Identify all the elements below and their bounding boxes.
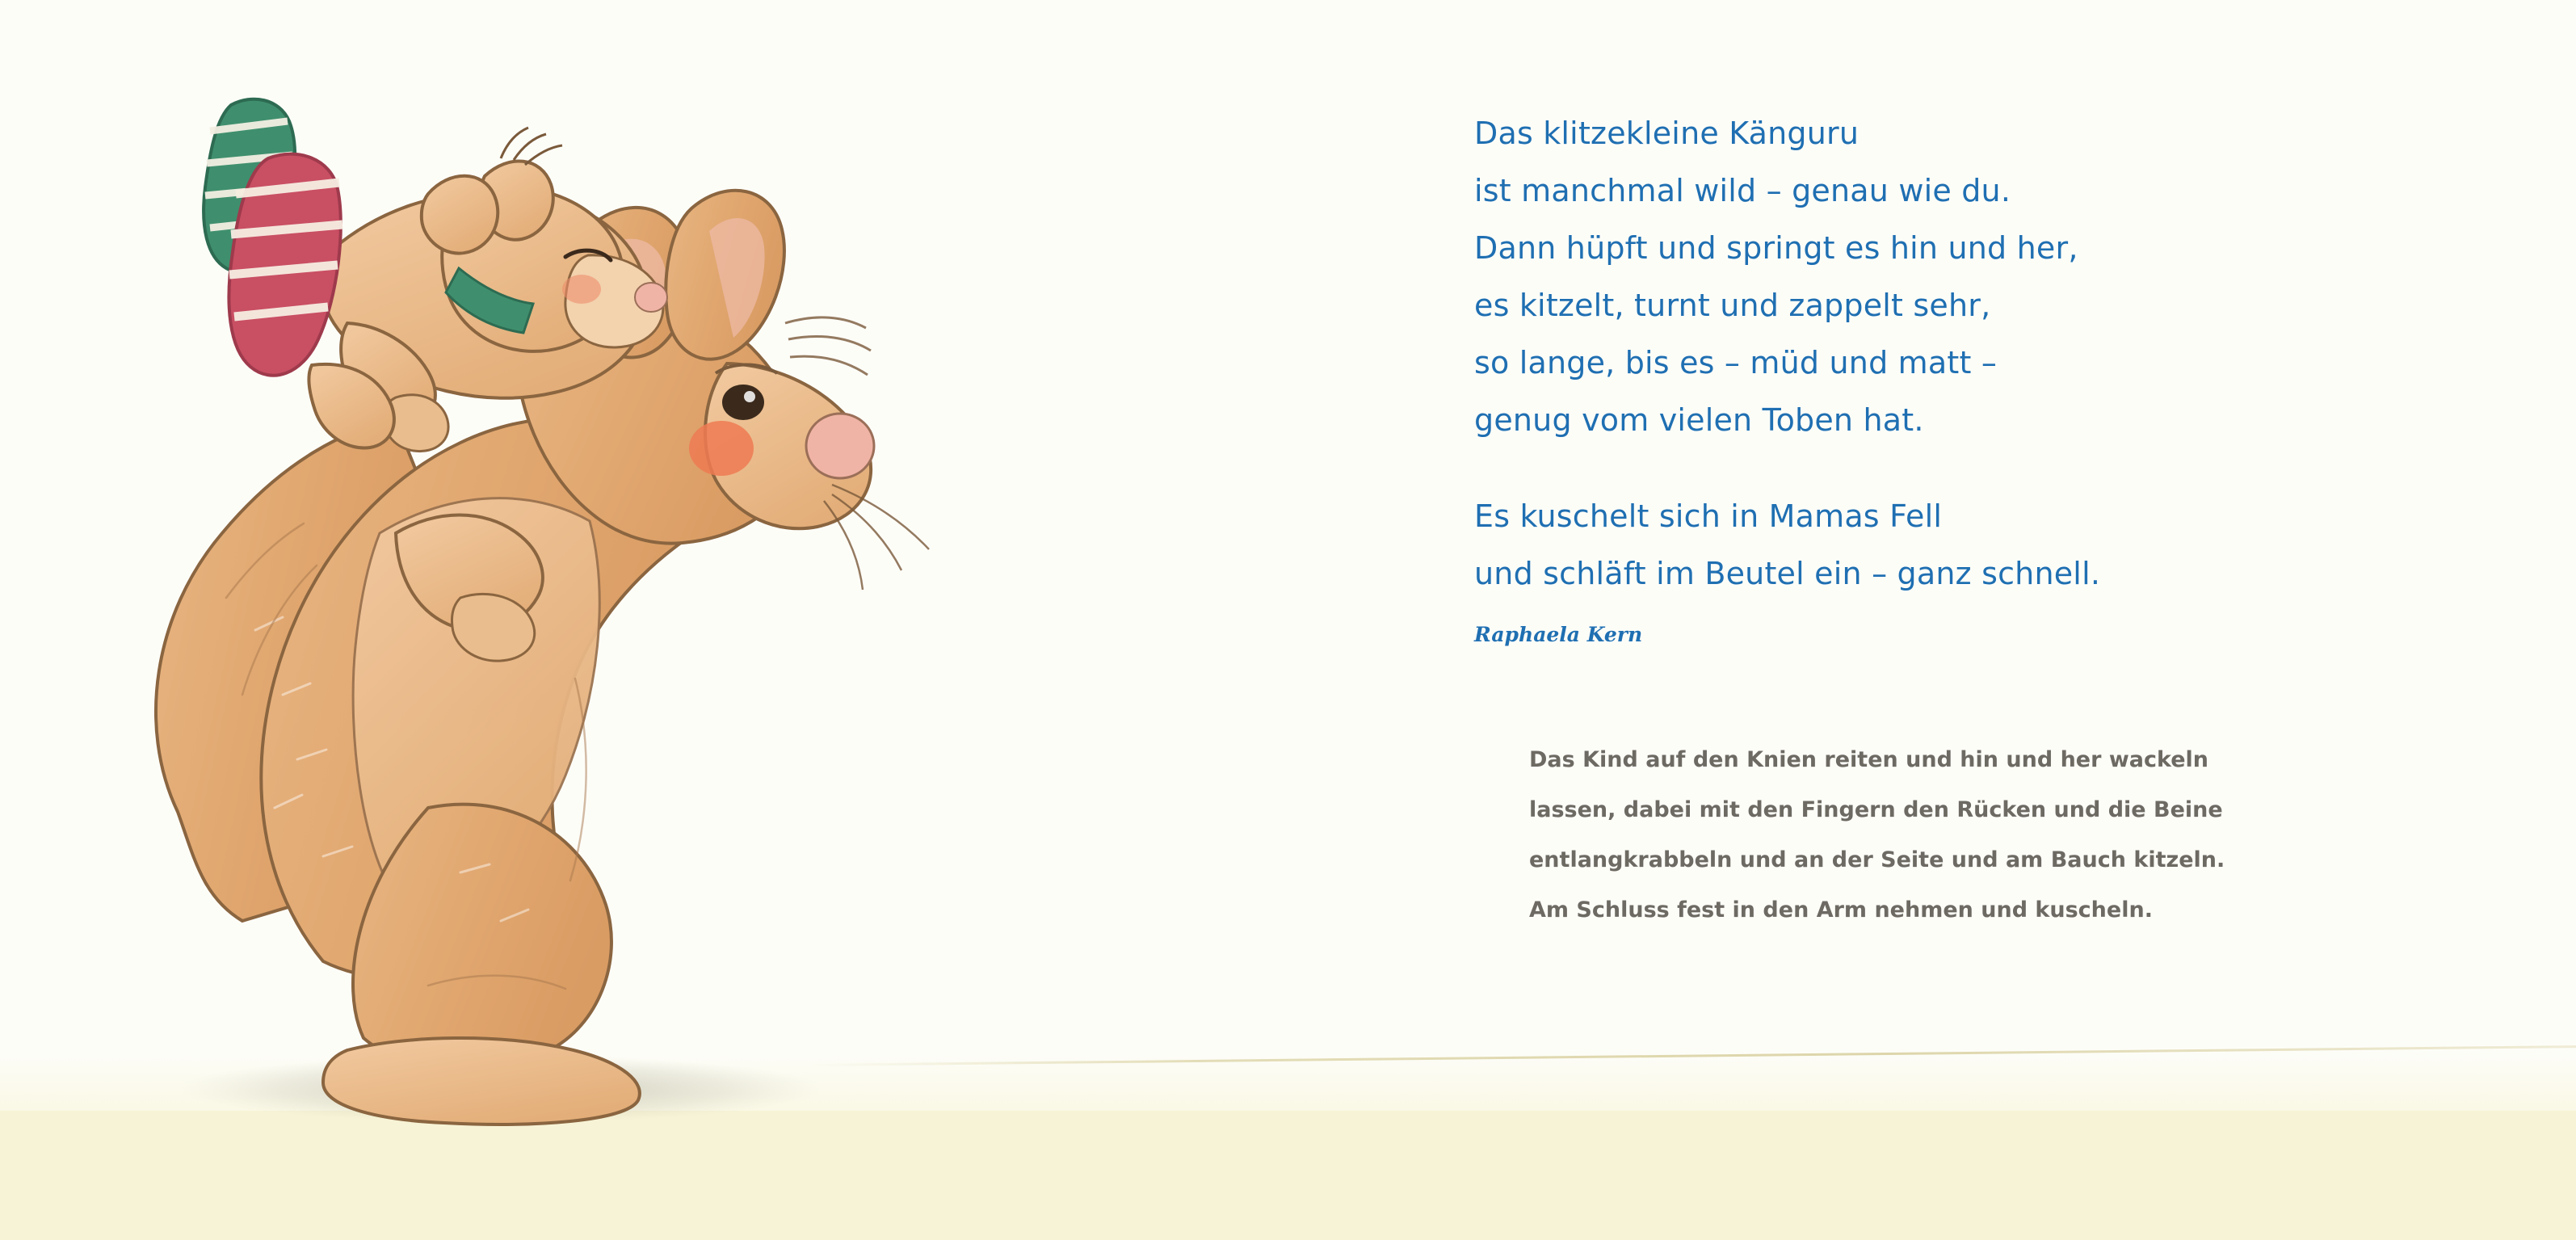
kangaroo-eye <box>722 385 764 420</box>
text-column <box>1474 105 2427 935</box>
joey-ear-right <box>422 176 498 254</box>
whiskers <box>824 485 929 590</box>
poem-line: genug vom vielen Toben hat. <box>1474 402 1924 438</box>
joey-nose <box>635 283 667 312</box>
play-instructions <box>1529 735 2288 935</box>
poem-line: ist manchmal wild – genau wie du. <box>1474 173 2011 208</box>
poem-line: Es kuschelt sich in Mamas Fell <box>1474 498 1943 534</box>
poem-stanza-2 <box>1474 488 2427 603</box>
joey-sock-red <box>229 154 342 376</box>
head-fur-tufts <box>785 317 871 375</box>
instruction-line: Das Kind auf den Knien reiten und hin und her wackeln <box>1529 747 2209 772</box>
kangaroo-illustration <box>81 81 1050 1171</box>
kangaroo-foot <box>323 1038 640 1124</box>
kangaroo-nose <box>806 414 874 478</box>
instruction-line: entlangkrabbeln und an der Seite und am Bauch kitzeln. <box>1529 847 2225 872</box>
poem-line: Dann hüpft und springt es hin und her, <box>1474 230 2078 266</box>
poem-line: so lange, bis es – müd und matt – <box>1474 345 1998 380</box>
kangaroo-cheek <box>689 421 754 476</box>
poem <box>1474 105 2427 603</box>
poem-author: Raphaela Kern <box>1474 623 1643 646</box>
poem-line: Das klitzekleine Känguru <box>1474 116 1860 151</box>
joey-hair-tuft <box>501 128 562 165</box>
poem-line: es kitzelt, turnt und zappelt sehr, <box>1474 288 1991 323</box>
instruction-line: Am Schluss fest in den Arm nehmen und kuscheln. <box>1529 897 2153 923</box>
instruction-line: lassen, dabei mit den Fingern den Rücken und die Beine <box>1529 797 2223 822</box>
poem-stanza-1 <box>1474 105 2427 449</box>
joey-cheek <box>562 275 601 304</box>
poem-line: und schläft im Beutel ein – ganz schnell. <box>1474 556 2101 591</box>
